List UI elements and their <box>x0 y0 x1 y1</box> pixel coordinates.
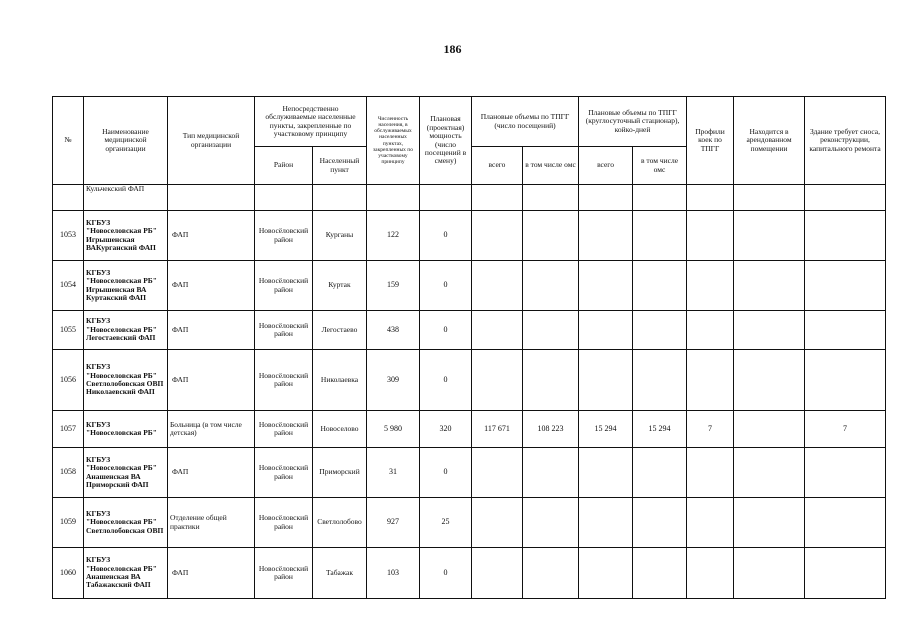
facilities-table <box>52 96 886 599</box>
table-row <box>53 350 886 411</box>
header-rented: Находится в арендованном помещении <box>734 97 805 185</box>
header-org-name: Наименование медицинской организации <box>84 97 168 185</box>
row-number: 1053 <box>53 211 84 261</box>
row-org-name: КГБУЗ "Новоселовская РБ" Анашенская ВА Приморский ФАП <box>84 448 168 498</box>
row-beds-oms <box>633 498 687 548</box>
row-visits-total <box>472 548 523 599</box>
row-needs-repair <box>805 448 886 498</box>
row-population: 31 <box>367 448 420 498</box>
row-capacity: 0 <box>420 548 472 599</box>
row-visits-total <box>472 211 523 261</box>
row-population: 309 <box>367 350 420 411</box>
row-rented <box>734 411 805 448</box>
row-population: 103 <box>367 548 420 599</box>
row-beds-oms: 15 294 <box>633 411 687 448</box>
row-capacity: 320 <box>420 411 472 448</box>
row-beds-oms <box>633 311 687 350</box>
row-beds-profile: 7 <box>687 411 734 448</box>
row-capacity: 0 <box>420 448 472 498</box>
row-org-name: КГБУЗ "Новоселовская РБ" <box>84 411 168 448</box>
row-settlement: Новоселово <box>313 411 367 448</box>
row-district: Новосёловский район <box>255 350 313 411</box>
header-population: Численность населения, в обслуживаемых населенных пунктах, закрепленных по участковому принципу <box>367 97 420 185</box>
row-rented <box>734 211 805 261</box>
row-population: 5 980 <box>367 411 420 448</box>
table-row <box>53 411 886 448</box>
row-visits-oms <box>523 548 579 599</box>
row-org-name: КГБУЗ "Новоселовская РБ" Игрышенская ВАКурганский ФАП <box>84 211 168 261</box>
row-needs-repair <box>805 261 886 311</box>
row-number: 1054 <box>53 261 84 311</box>
row-district: Новосёловский район <box>255 548 313 599</box>
row-beds-profile <box>687 261 734 311</box>
row-visits-total <box>472 311 523 350</box>
row-capacity: 25 <box>420 498 472 548</box>
header-org-type: Тип медицинской организации <box>168 97 255 185</box>
row-org-name: КГБУЗ "Новоселовская РБ" Светлолобовская ОВП Николаевский ФАП <box>84 350 168 411</box>
header-beds-oms: в том числе омс <box>633 147 687 185</box>
row-beds-oms <box>633 548 687 599</box>
row-needs-repair <box>805 548 886 599</box>
row-beds-total <box>579 261 633 311</box>
row-population: 159 <box>367 261 420 311</box>
row-district: Новосёловский район <box>255 261 313 311</box>
header-beds-profile: Профили коек по ТПГГ <box>687 97 734 185</box>
header-visits-group: Плановые объемы по ТПГГ (число посещений) <box>472 97 579 147</box>
row-rented <box>734 448 805 498</box>
section-label: Кульчекский ФАП <box>84 185 168 211</box>
row-settlement: Курганы <box>313 211 367 261</box>
header-no: № <box>53 97 84 185</box>
row-visits-total <box>472 261 523 311</box>
header-planned-capacity: Плановая (проектная) мощность (число посещений в смену) <box>420 97 472 185</box>
table-body <box>53 185 886 599</box>
row-district: Новосёловский район <box>255 411 313 448</box>
row-needs-repair <box>805 311 886 350</box>
row-beds-oms <box>633 448 687 498</box>
row-beds-oms <box>633 211 687 261</box>
row-number: 1058 <box>53 448 84 498</box>
table-row <box>53 498 886 548</box>
row-settlement: Табажак <box>313 548 367 599</box>
row-beds-profile <box>687 448 734 498</box>
row-number: 1055 <box>53 311 84 350</box>
page-number: 186 <box>443 42 462 56</box>
row-population: 438 <box>367 311 420 350</box>
row-org-type: Отделение общей практики <box>168 498 255 548</box>
row-beds-oms <box>633 261 687 311</box>
row-visits-total: 117 671 <box>472 411 523 448</box>
row-org-type: ФАП <box>168 448 255 498</box>
row-visits-total <box>472 448 523 498</box>
row-beds-total <box>579 548 633 599</box>
row-needs-repair <box>805 498 886 548</box>
row-org-type: ФАП <box>168 261 255 311</box>
row-needs-repair <box>805 350 886 411</box>
row-beds-total <box>579 311 633 350</box>
row-rented <box>734 350 805 411</box>
row-visits-oms <box>523 261 579 311</box>
row-org-type: ФАП <box>168 311 255 350</box>
row-visits-oms <box>523 211 579 261</box>
row-beds-total: 15 294 <box>579 411 633 448</box>
row-visits-oms: 108 223 <box>523 411 579 448</box>
row-visits-oms <box>523 350 579 411</box>
row-beds-profile <box>687 548 734 599</box>
row-org-name: КГБУЗ "Новоселовская РБ" Легостаевский ФАП <box>84 311 168 350</box>
row-org-name: КГБУЗ "Новоселовская РБ" Анашенская ВА Табажакский ФАП <box>84 548 168 599</box>
table-row <box>53 261 886 311</box>
header-beds-total: всего <box>579 147 633 185</box>
row-capacity: 0 <box>420 211 472 261</box>
header-visits-total: всего <box>472 147 523 185</box>
row-settlement: Куртак <box>313 261 367 311</box>
row-beds-profile <box>687 211 734 261</box>
row-visits-oms <box>523 448 579 498</box>
row-org-type: Больница (в том числе детская) <box>168 411 255 448</box>
table-row <box>53 548 886 599</box>
header-visits-oms: в том числе омс <box>523 147 579 185</box>
row-beds-total <box>579 448 633 498</box>
table-row <box>53 311 886 350</box>
row-beds-total <box>579 350 633 411</box>
row-settlement: Легостаево <box>313 311 367 350</box>
row-settlement: Светлолобово <box>313 498 367 548</box>
row-number: 1059 <box>53 498 84 548</box>
row-visits-oms <box>523 498 579 548</box>
row-rented <box>734 548 805 599</box>
row-needs-repair <box>805 211 886 261</box>
row-settlement: Приморский <box>313 448 367 498</box>
row-beds-total <box>579 498 633 548</box>
row-beds-oms <box>633 350 687 411</box>
table-row <box>53 211 886 261</box>
row-needs-repair: 7 <box>805 411 886 448</box>
row-visits-oms <box>523 311 579 350</box>
row-beds-profile <box>687 350 734 411</box>
row-visits-total <box>472 350 523 411</box>
row-capacity: 0 <box>420 350 472 411</box>
row-number: 1060 <box>53 548 84 599</box>
row-org-type: ФАП <box>168 350 255 411</box>
row-number: 1056 <box>53 350 84 411</box>
row-capacity: 0 <box>420 311 472 350</box>
row-rented <box>734 311 805 350</box>
row-district: Новосёловский район <box>255 498 313 548</box>
row-capacity: 0 <box>420 261 472 311</box>
row-settlement: Николаевка <box>313 350 367 411</box>
header-needs-repair: Здание требует сноса, реконструкции, капитального ремонта <box>805 97 886 185</box>
row-district: Новосёловский район <box>255 311 313 350</box>
row-district: Новосёловский район <box>255 211 313 261</box>
row-org-name: КГБУЗ "Новоселовская РБ" Светлолобовская ОВП <box>84 498 168 548</box>
row-rented <box>734 261 805 311</box>
row-org-name: КГБУЗ "Новоселовская РБ" Игрышенская ВА Куртакский ФАП <box>84 261 168 311</box>
row-rented <box>734 498 805 548</box>
header-settlements-group: Непосредственно обслуживаемые населенные пункты, закрепленные по участковому принципу <box>255 97 367 147</box>
row-beds-profile <box>687 311 734 350</box>
row-beds-profile <box>687 498 734 548</box>
row-beds-total <box>579 211 633 261</box>
row-org-type: ФАП <box>168 211 255 261</box>
header-beds-group: Плановые объемы по ТПГГ (круглосуточный стационар), койко-дней <box>579 97 687 147</box>
row-org-type: ФАП <box>168 548 255 599</box>
table-header <box>53 97 886 185</box>
table-row <box>53 448 886 498</box>
row-number: 1057 <box>53 411 84 448</box>
header-district: Район <box>255 147 313 185</box>
header-settlement: Населенный пункт <box>313 147 367 185</box>
row-population: 927 <box>367 498 420 548</box>
row-population: 122 <box>367 211 420 261</box>
section-row <box>53 185 886 211</box>
row-visits-total <box>472 498 523 548</box>
row-district: Новосёловский район <box>255 448 313 498</box>
